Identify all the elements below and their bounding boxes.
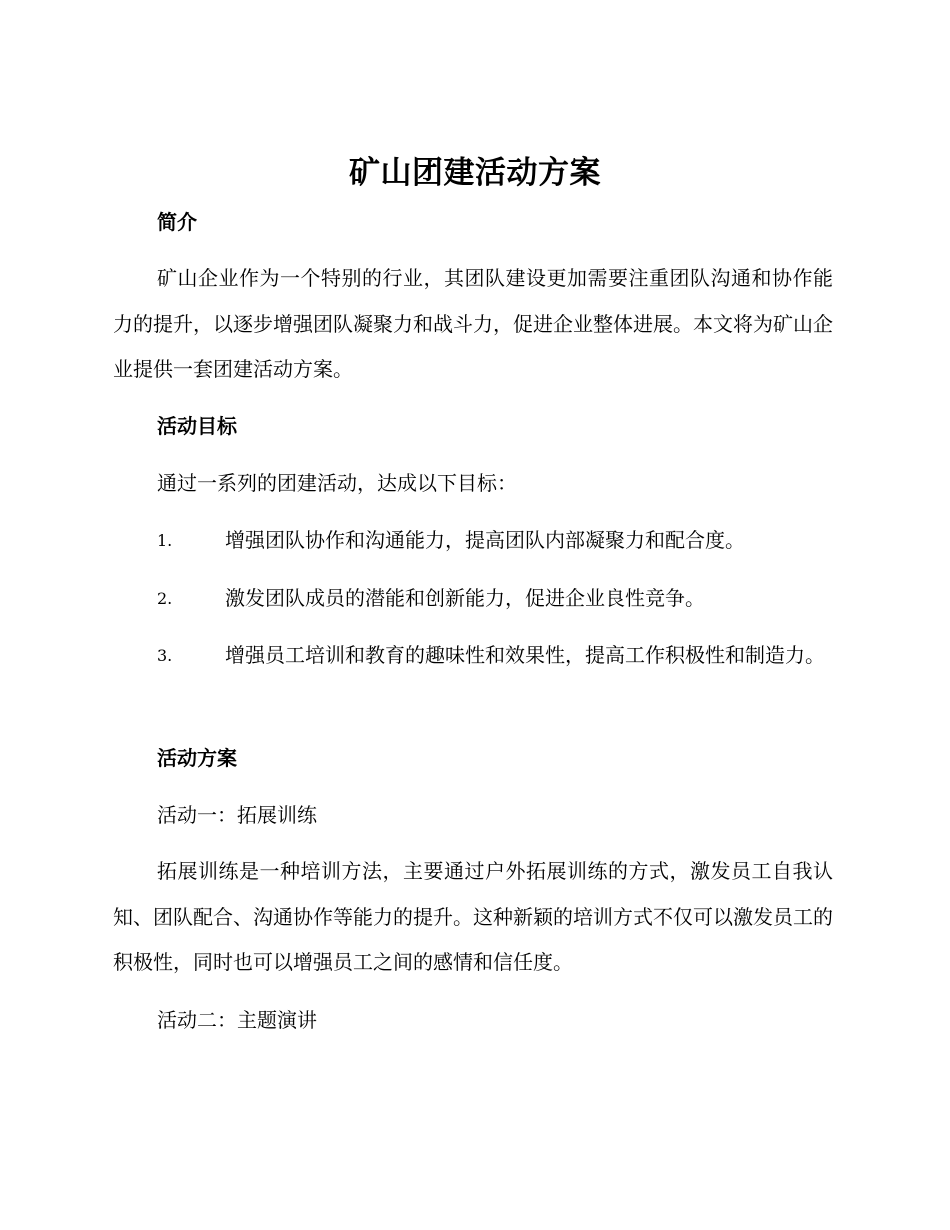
goals-lead-text: 通过一系列的团建活动，达成以下目标：: [157, 471, 517, 495]
list-item-text: 增强团队协作和沟通能力，提高团队内部凝聚力和配合度。: [225, 528, 745, 552]
activity-1-title: 活动一：拓展训练: [157, 803, 317, 827]
goal-list-item: [113, 518, 833, 564]
intro-paragraph: 矿山企业作为一个特别的行业，其团队建设更加需要注重团队沟通和协作能力的提升，以逐步增强团队凝聚力和战斗力，促进企业整体进展。本文将为矿山企业提供一套团建活动方案。: [113, 266, 833, 381]
list-number: 2.: [157, 589, 173, 608]
list-item-text: 增强员工培训和教育的趣味性和效果性，提高工作积极性和制造力。: [225, 643, 825, 667]
goal-list-item: [113, 633, 833, 679]
list-number: 3.: [157, 646, 173, 665]
activity-1-paragraph: 拓展训练是一种培训方法，主要通过户外拓展训练的方式，激发员工自我认知、团队配合、沟通协作等能力的提升。这种新颖的培训方式不仅可以激发员工的积极性，同时也可以增强员工之间的感情和信任度。: [113, 859, 833, 974]
list-item-text: 激发团队成员的潜能和创新能力，促进企业良性竞争。: [225, 586, 705, 610]
activity-2-title: 活动二：主题演讲: [157, 1008, 317, 1032]
document-title: 矿山团建活动方案: [349, 155, 601, 191]
section-heading-goals: 活动目标: [157, 414, 237, 438]
section-heading-plan: 活动方案: [157, 746, 237, 770]
section-heading-intro: 简介: [157, 210, 197, 234]
goal-list-item: [113, 576, 833, 622]
list-number: 1.: [157, 531, 173, 550]
